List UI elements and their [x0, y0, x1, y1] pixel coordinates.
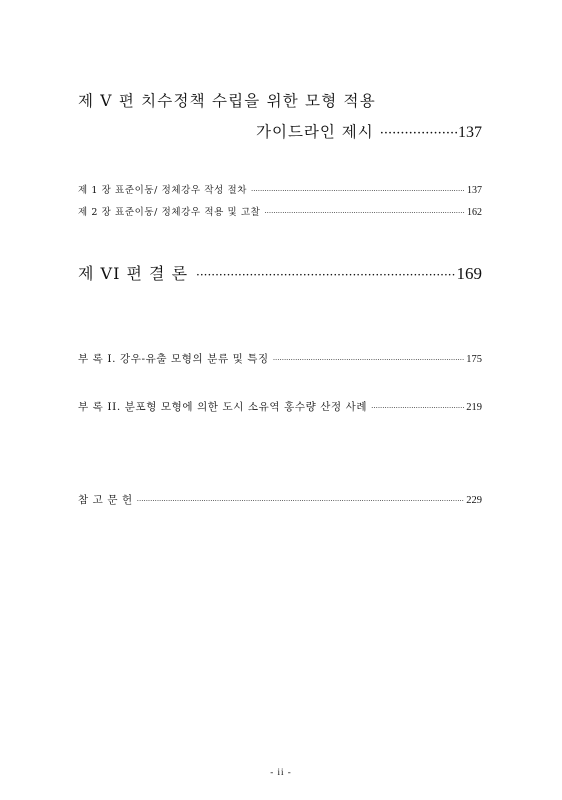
toc-entry-references[interactable]: [78, 492, 482, 507]
page-number: 175: [466, 354, 482, 365]
part-5-subtitle: 가이드라인 제시: [256, 123, 374, 141]
toc-entry-part-6[interactable]: [78, 261, 482, 284]
toc-entry-chapter-2[interactable]: [78, 204, 482, 218]
toc-entry-appendix-2[interactable]: [78, 399, 482, 414]
page-number: 137: [458, 124, 482, 141]
dot-leader: [371, 404, 464, 412]
page-number: 162: [467, 207, 482, 218]
part-5-title: 제 V 편 치수정책 수립을 위한 모형 적용: [78, 92, 376, 110]
page-footer-number: - ii -: [270, 767, 292, 777]
dot-leader: [273, 356, 464, 364]
toc-entry-part-5[interactable]: [256, 120, 482, 142]
appendix-label: 부 록 II. 분포형 모형에 의한 도시 소유역 홍수량 산정 사례: [78, 401, 368, 413]
appendix-label: 부 록 I. 강우-유출 모형의 분류 및 특징: [78, 353, 269, 365]
part-6-title: 제 VI 편 결 론: [78, 264, 189, 283]
dot-leader: [380, 126, 457, 141]
toc-entry-appendix-1[interactable]: [78, 351, 482, 366]
references-label: 참 고 문 헌: [78, 494, 133, 506]
page-number: 169: [456, 264, 482, 283]
page-number: 229: [466, 495, 482, 506]
dot-leader: [264, 209, 465, 217]
dot-leader: [196, 268, 454, 282]
chapter-label: 제 1 장 표준이동/ 정체강우 작성 절차: [78, 185, 248, 196]
page-number: 219: [466, 402, 482, 413]
chapter-label: 제 2 장 표준이동/ 정체강우 적용 및 고찰: [78, 207, 261, 218]
dot-leader: [251, 187, 465, 195]
toc-entry-chapter-1[interactable]: [78, 182, 482, 196]
dot-leader: [137, 497, 464, 505]
page-number: 137: [467, 185, 482, 196]
